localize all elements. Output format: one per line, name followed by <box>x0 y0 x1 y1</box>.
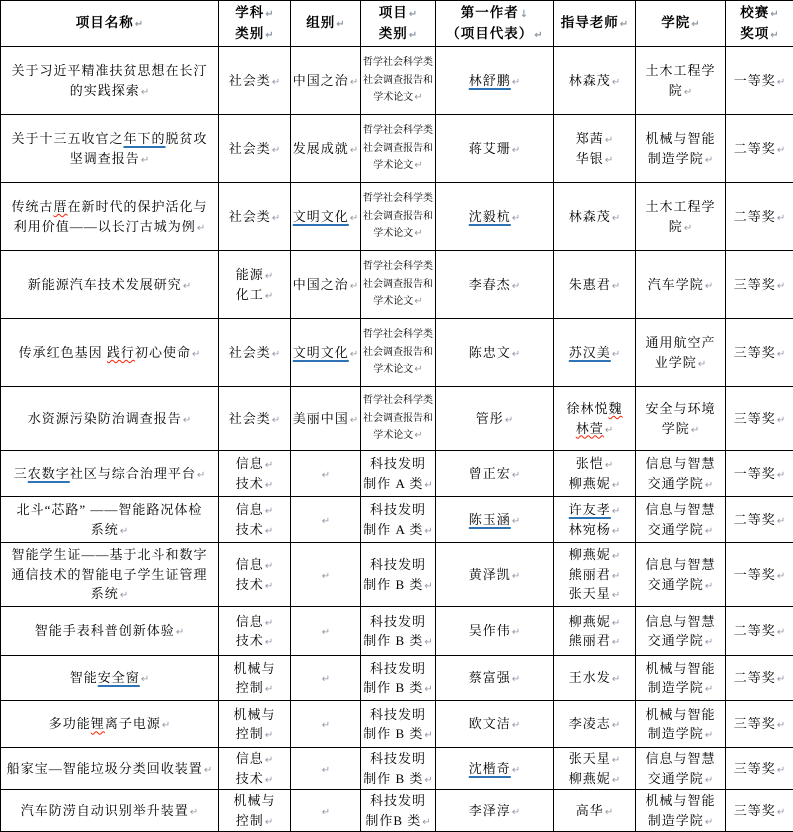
cell-group <box>291 183 361 251</box>
cell-advisor: 柳燕妮↵ 熊丽君↵ <box>554 607 636 656</box>
cell-advisor: 许友孝↵ 林宛杨↵ <box>554 497 636 543</box>
cell-advisor: 林森茂↵ <box>554 183 636 251</box>
return-mark-icon: ↵ <box>414 228 422 239</box>
return-mark-icon: ↵ <box>350 145 358 156</box>
cell-first-author: 李泽淳↵ <box>436 790 554 832</box>
return-mark-icon: ↵ <box>197 470 205 481</box>
spellcheck-flagged-text: 林萱 <box>576 421 604 436</box>
return-mark-icon: ↵ <box>197 223 205 234</box>
cell-award: 二等奖↵ <box>726 115 793 183</box>
cell-project-name: 北斗“芯路” ——智能路况体检 系统↵ <box>1 497 219 543</box>
return-mark-icon: ↵ <box>777 349 785 360</box>
cell-award: 一等奖↵ <box>726 543 793 607</box>
cell-advisor: 李凌志↵ <box>554 701 636 748</box>
cell-project-name: 三农数字社区与综合治理平台↵ <box>1 451 219 497</box>
hyperlink-text[interactable]: 农数字 <box>28 466 70 481</box>
header-row <box>1 1 793 47</box>
cell-award: 二等奖↵ <box>726 656 793 701</box>
return-mark-icon: ↵ <box>612 506 620 517</box>
return-mark-icon: ↵ <box>777 627 785 638</box>
return-mark-icon: ↵ <box>350 281 358 292</box>
cell-group <box>291 607 361 656</box>
return-mark-icon: ↵ <box>322 807 330 818</box>
cell-college: 通用航空产 业学院↵ <box>636 319 726 387</box>
table-body <box>1 47 793 832</box>
cell-project-name: 关于十三五收官之年下的脱贫攻 坚调查报告↵ <box>1 115 219 183</box>
spellcheck-flagged-text: 践行 <box>107 345 135 360</box>
return-mark-icon: ↵ <box>512 765 520 776</box>
return-mark-icon: ↵ <box>424 637 432 648</box>
cell-advisor: 朱惠君↵ <box>554 251 636 319</box>
cell-college: 机械与智能 制造学院↵ <box>636 656 726 701</box>
return-mark-icon: ↵ <box>612 551 620 562</box>
return-mark-icon: ↵ <box>777 720 785 731</box>
return-mark-icon: ↵ <box>684 87 692 98</box>
spellcheck-flagged-text: 厝 <box>53 199 67 214</box>
hyperlink-text[interactable]: 沈毅杭 <box>469 209 511 224</box>
cell-group <box>291 790 361 832</box>
return-mark-icon: ↵ <box>204 765 212 776</box>
return-mark-icon: ↵ <box>322 674 330 685</box>
cell-advisor: 高华↵ <box>554 790 636 832</box>
linebreak-mark-icon: ↓ <box>520 9 528 20</box>
return-mark-icon: ↵ <box>777 807 785 818</box>
return-mark-icon: ↵ <box>512 720 520 731</box>
return-mark-icon: ↵ <box>612 637 620 648</box>
cell-advisor: 徐林悦魏 林萱↵ <box>554 387 636 451</box>
cell-award: 三等奖↵ <box>726 748 793 790</box>
cell-project-name: 智能学生证——基于北斗和数字 通信技术的智能电子学生证管理 系统↵ <box>1 543 219 607</box>
cell-advisor: 王水发↵ <box>554 656 636 701</box>
return-mark-icon: ↵ <box>777 145 785 156</box>
return-mark-icon: ↵ <box>265 291 273 302</box>
return-mark-icon: ↵ <box>505 415 513 426</box>
return-mark-icon: ↵ <box>705 155 713 166</box>
cell-subject-category: 社会类↵ <box>219 183 291 251</box>
cell-project-category: 科技发明 制作 A 类↵ <box>361 497 436 543</box>
cell-award: 一等奖↵ <box>726 451 793 497</box>
column-header-project-name: 项目名称↵ <box>1 1 219 47</box>
return-mark-icon: ↵ <box>350 349 358 360</box>
cell-first-author: 李春杰↵ <box>436 251 554 319</box>
return-mark-icon: ↵ <box>265 561 273 572</box>
cell-college: 信息与智慧 交通学院↵ <box>636 607 726 656</box>
hyperlink-text[interactable]: 文明文化 <box>293 345 349 360</box>
cell-first-author: 黄泽凯↵ <box>436 543 554 607</box>
return-mark-icon: ↵ <box>190 807 198 818</box>
return-mark-icon: ↵ <box>350 213 358 224</box>
return-mark-icon: ↵ <box>176 627 184 638</box>
cell-college: 安全与环境 学院↵ <box>636 387 726 451</box>
cell-project-category: 科技发明 制作 B 类↵ <box>361 543 436 607</box>
cell-award: 三等奖↵ <box>726 319 793 387</box>
return-mark-icon: ↵ <box>605 155 613 166</box>
cell-project-category: 科技发明 制作B 类↵ <box>361 790 436 832</box>
return-mark-icon: ↵ <box>612 213 620 224</box>
table-row <box>1 319 793 387</box>
return-mark-icon: ↵ <box>272 349 280 360</box>
table-row <box>1 656 793 701</box>
return-mark-icon: ↵ <box>777 415 785 426</box>
return-mark-icon: ↵ <box>322 470 330 481</box>
return-mark-icon: ↵ <box>612 526 620 537</box>
hyperlink-text[interactable]: 陈玉涵 <box>469 512 511 527</box>
table-row <box>1 451 793 497</box>
return-mark-icon: ↵ <box>265 817 273 828</box>
cell-first-author: 曾正宏↵ <box>436 451 554 497</box>
hyperlink-text[interactable]: 年下的 <box>123 131 165 146</box>
return-mark-icon: ↵ <box>414 92 422 103</box>
return-mark-icon: ↵ <box>512 516 520 527</box>
return-mark-icon: ↵ <box>265 730 273 741</box>
cell-group <box>291 543 361 607</box>
return-mark-icon: ↵ <box>612 590 620 601</box>
return-mark-icon: ↵ <box>777 765 785 776</box>
return-mark-icon: ↵ <box>265 271 273 282</box>
cell-project-name: 传统古厝在新时代的保护活化与 利用价值——以长汀古城为例↵ <box>1 183 219 251</box>
cell-subject-category: 信息↵ 技术↵ <box>219 497 291 543</box>
cell-advisor: 郑茜↵ 华银↵ <box>554 115 636 183</box>
cell-college: 信息与智慧 交通学院↵ <box>636 748 726 790</box>
cell-first-author: 管彤↵ <box>436 387 554 451</box>
return-mark-icon: ↵ <box>620 19 628 30</box>
cell-subject-category: 信息↵ 技术↵ <box>219 607 291 656</box>
return-mark-icon: ↵ <box>612 674 620 685</box>
spellcheck-flagged-text: 魏 <box>609 401 623 416</box>
return-mark-icon: ↵ <box>612 618 620 629</box>
return-mark-icon: ↵ <box>265 684 273 695</box>
return-mark-icon: ↵ <box>684 223 692 234</box>
cell-subject-category: 社会类↵ <box>219 115 291 183</box>
return-mark-icon: ↵ <box>414 364 422 375</box>
cell-first-author <box>436 497 554 543</box>
cell-project-name: 智能安全窗↵ <box>1 656 219 701</box>
cell-award: 二等奖↵ <box>726 607 793 656</box>
cell-project-category: 科技发明 制作 A 类↵ <box>361 451 436 497</box>
return-mark-icon: ↵ <box>272 415 280 426</box>
spellcheck-flagged-text: 锂 <box>91 716 105 731</box>
return-mark-icon: ↵ <box>705 817 713 828</box>
cell-advisor: 张恺↵ 柳燕妮↵ <box>554 451 636 497</box>
return-mark-icon: ↵ <box>265 506 273 517</box>
cell-award: 三等奖↵ <box>726 701 793 748</box>
return-mark-icon: ↵ <box>322 571 330 582</box>
table-row <box>1 183 793 251</box>
column-header-college: 学院↵ <box>636 1 726 47</box>
return-mark-icon: ↵ <box>183 281 191 292</box>
cell-group: 发展成就↵ <box>291 115 361 183</box>
cell-subject-category: 机械与 控制↵ <box>219 701 291 748</box>
cell-award: 二等奖↵ <box>726 183 793 251</box>
cell-college: 信息与智慧 交通学院↵ <box>636 451 726 497</box>
return-mark-icon: ↵ <box>612 775 620 786</box>
return-mark-icon: ↵ <box>272 213 280 224</box>
return-mark-icon: ↵ <box>350 415 358 426</box>
cell-award: 三等奖↵ <box>726 251 793 319</box>
return-mark-icon: ↵ <box>698 359 706 370</box>
column-header-subject-category: 学科↵ 类别↵ <box>219 1 291 47</box>
return-mark-icon: ↵ <box>512 807 520 818</box>
cell-subject-category: 信息↵ 技术↵ <box>219 451 291 497</box>
cell-project-category: 科技发明 制作 B 类↵ <box>361 701 436 748</box>
cell-project-category: 哲学社会科学类 社会调查报告和 学术论文↵ <box>361 47 436 115</box>
cell-project-name: 传承红色基因 践行初心使命↵ <box>1 319 219 387</box>
cell-college: 机械与智能 制造学院↵ <box>636 115 726 183</box>
return-mark-icon: ↵ <box>265 775 273 786</box>
cell-first-author: 蒋艾珊↵ <box>436 115 554 183</box>
cell-first-author: 吴作伟↵ <box>436 607 554 656</box>
return-mark-icon: ↵ <box>265 618 273 629</box>
cell-award: 三等奖↵ <box>726 790 793 832</box>
cell-project-name: 船家宝—智能垃圾分类回收装置↵ <box>1 748 219 790</box>
column-header-award: 校赛↵ 奖项↵ <box>726 1 793 47</box>
return-mark-icon: ↵ <box>322 516 330 527</box>
cell-first-author <box>436 748 554 790</box>
return-mark-icon: ↵ <box>322 720 330 731</box>
cell-award: 三等奖↵ <box>726 387 793 451</box>
return-mark-icon: ↵ <box>409 30 417 41</box>
cell-subject-category: 社会类↵ <box>219 319 291 387</box>
table-row <box>1 47 793 115</box>
return-mark-icon: ↵ <box>612 480 620 491</box>
table-row <box>1 387 793 451</box>
return-mark-icon: ↵ <box>120 590 128 601</box>
hyperlink-text[interactable]: 沈楷奇 <box>469 761 511 776</box>
cell-project-category: 哲学社会科学类 社会调查报告和 学术论文↵ <box>361 251 436 319</box>
return-mark-icon: ↵ <box>777 213 785 224</box>
return-mark-icon: ↵ <box>705 526 713 537</box>
return-mark-icon: ↵ <box>777 516 785 527</box>
return-mark-icon: ↵ <box>605 135 613 146</box>
return-mark-icon: ↵ <box>691 425 699 436</box>
return-mark-icon: ↵ <box>422 817 430 828</box>
return-mark-icon: ↵ <box>414 296 422 307</box>
return-mark-icon: ↵ <box>770 9 778 20</box>
cell-project-name: 多功能锂离子电源↵ <box>1 701 219 748</box>
return-mark-icon: ↵ <box>424 730 432 741</box>
cell-college: 机械与智能 制造学院↵ <box>636 790 726 832</box>
cell-group: 美丽中国↵ <box>291 387 361 451</box>
cell-advisor <box>554 319 636 387</box>
return-mark-icon: ↵ <box>612 720 620 731</box>
table-header <box>1 1 793 47</box>
cell-first-author <box>436 47 554 115</box>
return-mark-icon: ↵ <box>777 571 785 582</box>
hyperlink-text[interactable]: 安全窗 <box>98 670 140 685</box>
column-header-first-author: 第一作者↓ （项目代表）↵ <box>436 1 554 47</box>
return-mark-icon: ↵ <box>183 415 191 426</box>
return-mark-icon: ↵ <box>141 87 149 98</box>
cell-subject-category: 信息↵ 技术↵ <box>219 748 291 790</box>
cell-project-category: 科技发明 制作 B 类↵ <box>361 748 436 790</box>
return-mark-icon: ↵ <box>192 349 200 360</box>
cell-subject-category: 社会类↵ <box>219 387 291 451</box>
hyperlink-text[interactable]: 林舒鹏 <box>469 73 511 88</box>
return-mark-icon: ↵ <box>512 213 520 224</box>
return-mark-icon: ↵ <box>322 765 330 776</box>
return-mark-icon: ↵ <box>612 281 620 292</box>
return-mark-icon: ↵ <box>141 155 149 166</box>
return-mark-icon: ↵ <box>272 77 280 88</box>
return-mark-icon: ↵ <box>605 807 613 818</box>
return-mark-icon: ↵ <box>777 674 785 685</box>
table-row <box>1 790 793 832</box>
return-mark-icon: ↵ <box>350 77 358 88</box>
cell-award: 一等奖↵ <box>726 47 793 115</box>
cell-project-name: 汽车防涝自动识别举升装置↵ <box>1 790 219 832</box>
cell-project-category: 哲学社会科学类 社会调查报告和 学术论文↵ <box>361 183 436 251</box>
table-row <box>1 701 793 748</box>
table-row <box>1 607 793 656</box>
return-mark-icon: ↵ <box>777 77 785 88</box>
return-mark-icon: ↵ <box>705 775 713 786</box>
cell-advisor: 柳燕妮↵ 熊丽君↵ 张天星↵ <box>554 543 636 607</box>
return-mark-icon: ↵ <box>777 281 785 292</box>
return-mark-icon: ↵ <box>612 755 620 766</box>
table-row <box>1 497 793 543</box>
cell-college: 汽车学院↵ <box>636 251 726 319</box>
cell-group: 中国之治↵ <box>291 47 361 115</box>
return-mark-icon: ↵ <box>705 730 713 741</box>
cell-first-author: 欧文洁↵ <box>436 701 554 748</box>
cell-project-category: 哲学社会科学类 社会调查报告和 学术论文↵ <box>361 319 436 387</box>
return-mark-icon: ↵ <box>691 19 699 30</box>
cell-award: 二等奖↵ <box>726 497 793 543</box>
cell-group <box>291 748 361 790</box>
cell-group <box>291 656 361 701</box>
cell-group <box>291 497 361 543</box>
return-mark-icon: ↵ <box>705 581 713 592</box>
return-mark-icon: ↵ <box>162 720 170 731</box>
return-mark-icon: ↵ <box>424 526 432 537</box>
table-row <box>1 115 793 183</box>
return-mark-icon: ↵ <box>512 145 520 156</box>
return-mark-icon: ↵ <box>265 581 273 592</box>
return-mark-icon: ↵ <box>770 30 778 41</box>
return-mark-icon: ↵ <box>265 9 273 20</box>
return-mark-icon: ↵ <box>424 480 432 491</box>
cell-project-category: 哲学社会科学类 社会调查报告和 学术论文↵ <box>361 115 436 183</box>
return-mark-icon: ↵ <box>141 674 149 685</box>
return-mark-icon: ↵ <box>322 627 330 638</box>
return-mark-icon: ↵ <box>512 571 520 582</box>
return-mark-icon: ↵ <box>424 775 432 786</box>
table-row <box>1 748 793 790</box>
return-mark-icon: ↵ <box>705 281 713 292</box>
cell-project-name: 水资源污染防治调查报告↵ <box>1 387 219 451</box>
return-mark-icon: ↵ <box>265 755 273 766</box>
return-mark-icon: ↵ <box>265 30 273 41</box>
column-header-project-category: 项目↵ 类别↵ <box>361 1 436 47</box>
cell-project-category: 科技发明 制作 B 类↵ <box>361 607 436 656</box>
return-mark-icon: ↵ <box>605 460 613 471</box>
cell-college: 信息与智慧 交通学院↵ <box>636 543 726 607</box>
cell-project-name: 关于习近平精准扶贫思想在长汀 的实践探索↵ <box>1 47 219 115</box>
return-mark-icon: ↵ <box>414 430 422 441</box>
return-mark-icon: ↵ <box>612 571 620 582</box>
return-mark-icon: ↵ <box>409 9 417 20</box>
return-mark-icon: ↵ <box>120 526 128 537</box>
hyperlink-text[interactable]: 苏汉美 <box>569 345 611 360</box>
cell-first-author: 蔡富强↵ <box>436 656 554 701</box>
return-mark-icon: ↵ <box>512 349 520 360</box>
return-mark-icon: ↵ <box>265 526 273 537</box>
cell-subject-category: 机械与 控制↵ <box>219 656 291 701</box>
cell-project-category: 科技发明 制作 B 类↵ <box>361 656 436 701</box>
return-mark-icon: ↵ <box>705 684 713 695</box>
return-mark-icon: ↵ <box>512 674 520 685</box>
hyperlink-text[interactable]: 许友孝 <box>569 502 611 517</box>
cell-subject-category: 机械与 控制↵ <box>219 790 291 832</box>
cell-first-author: 陈忠文↵ <box>436 319 554 387</box>
cell-college: 土木工程学 院↵ <box>636 183 726 251</box>
cell-advisor: 林森茂↵ <box>554 47 636 115</box>
hyperlink-text[interactable]: 文明文化 <box>293 209 349 224</box>
return-mark-icon: ↵ <box>605 425 613 436</box>
cell-subject-category: 信息↵ 技术↵ <box>219 543 291 607</box>
return-mark-icon: ↵ <box>424 581 432 592</box>
cell-project-name: 智能手表科普创新体验↵ <box>1 607 219 656</box>
cell-advisor: 张天星↵ 柳燕妮↵ <box>554 748 636 790</box>
return-mark-icon: ↵ <box>705 637 713 648</box>
return-mark-icon: ↵ <box>612 349 620 360</box>
table-row <box>1 251 793 319</box>
column-header-group: 组别↵ <box>291 1 361 47</box>
cell-group: 中国之治↵ <box>291 251 361 319</box>
table-row <box>1 543 793 607</box>
cell-college: 信息与智慧 交通学院↵ <box>636 497 726 543</box>
return-mark-icon: ↵ <box>336 19 344 30</box>
cell-college: 机械与智能 制造学院↵ <box>636 701 726 748</box>
cell-project-name: 新能源汽车技术发展研究↵ <box>1 251 219 319</box>
cell-subject-category: 社会类↵ <box>219 47 291 115</box>
cell-subject-category: 能源↵ 化工↵ <box>219 251 291 319</box>
return-mark-icon: ↵ <box>512 627 520 638</box>
return-mark-icon: ↵ <box>705 480 713 491</box>
return-mark-icon: ↵ <box>612 77 620 88</box>
return-mark-icon: ↵ <box>512 77 520 88</box>
column-header-advisor: 指导老师↵ <box>554 1 636 47</box>
return-mark-icon: ↵ <box>414 160 422 171</box>
return-mark-icon: ↵ <box>777 470 785 481</box>
return-mark-icon: ↵ <box>512 281 520 292</box>
return-mark-icon: ↵ <box>265 637 273 648</box>
cell-project-category: 哲学社会科学类 社会调查报告和 学术论文↵ <box>361 387 436 451</box>
cell-group <box>291 451 361 497</box>
cell-group <box>291 319 361 387</box>
return-mark-icon: ↵ <box>534 30 542 41</box>
cell-group <box>291 701 361 748</box>
return-mark-icon: ↵ <box>265 480 273 491</box>
return-mark-icon: ↵ <box>424 684 432 695</box>
cell-first-author <box>436 183 554 251</box>
return-mark-icon: ↵ <box>512 470 520 481</box>
cell-college: 土木工程学 院↵ <box>636 47 726 115</box>
return-mark-icon: ↵ <box>265 460 273 471</box>
return-mark-icon: ↵ <box>135 19 143 30</box>
return-mark-icon: ↵ <box>272 145 280 156</box>
